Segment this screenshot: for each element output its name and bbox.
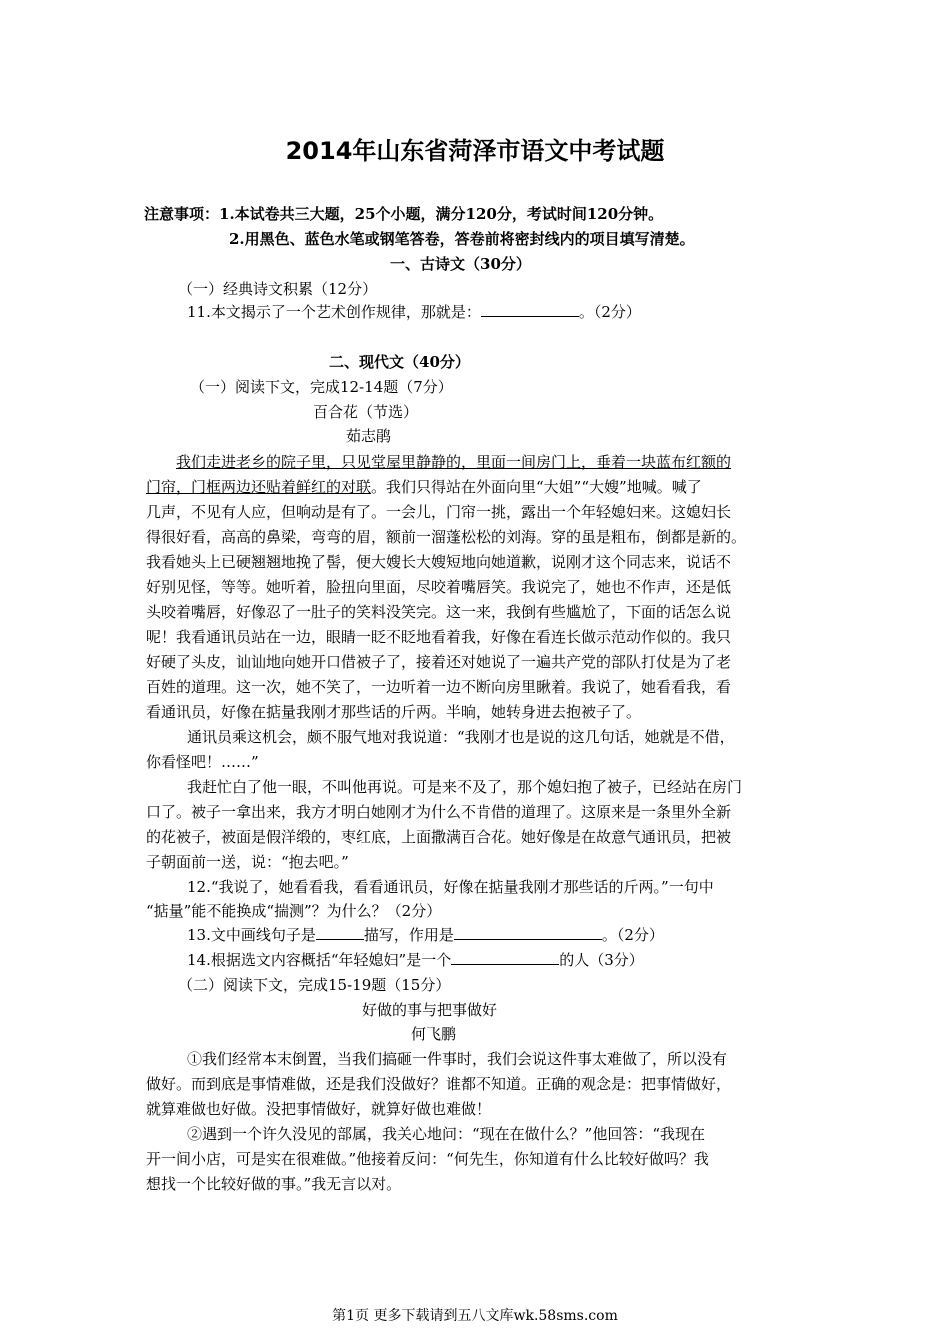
passage-line: 看通讯员，好像在掂量我刚才那些话的斤两。半晌，她转身进去抱被子了。	[146, 703, 642, 721]
passage-line: 就算难做也好做。没把事情做好，就算好做也难做！	[146, 1100, 492, 1118]
passage-line: 好别见怪，等等。她听着，脸扭向里面，尽咬着嘴唇笑。我说完了，她也不作声，还是低	[146, 578, 732, 596]
text-1-author: 茹志鹃	[346, 427, 392, 445]
answer-blank	[316, 925, 364, 940]
section-2-heading: 二、现代文（40分）	[329, 353, 470, 371]
section-2-subheading-1: （一）阅读下文，完成12-14题（7分）	[190, 378, 453, 396]
passage-underlined-line-1: 我们走进老乡的院子里，只见堂屋里静静的，里面一间房门上，垂着一块蓝布红额的	[176, 453, 732, 471]
page-footer: 第1页 更多下载请到五八文库wk.58sms.com	[332, 1308, 618, 1324]
section-1-subheading: （一）经典诗文积累（12分）	[178, 280, 378, 298]
passage-line: 百姓的道理。这一次，她不笑了，一边听着一边不断向房里瞅着。我说了，她看看我，看	[146, 678, 732, 696]
passage-line: 想找一个比较好做的事。”我无言以对。	[146, 1175, 402, 1193]
passage-line: 头咬着嘴唇，好像忍了一肚子的笑料没笑完。这一来，我倒有些尴尬了，下面的话怎么说	[146, 603, 732, 621]
passage-line	[146, 477, 702, 497]
answer-blank	[481, 302, 579, 317]
passage-line: 开一间小店，可是实在很难做。”他接着反问：“何先生，你知道有什么比较好做吗？我	[146, 1150, 709, 1168]
passage-line: 呢！我看通讯员站在一边，眼睛一眨不眨地看着我，好像在看连长做示范动作似的。我只	[146, 628, 732, 646]
section-2-subheading-2: （二）阅读下文，完成15-19题（15分）	[178, 976, 451, 994]
question-11-text: 11.本文揭示了一个艺术创作规律，那就是：	[187, 303, 481, 321]
question-13-text: 13.文中画线句子是	[187, 926, 316, 944]
question-11	[187, 302, 641, 322]
passage-underlined-line-2: 门帘，门框两边还贴着鲜红的对联	[146, 478, 372, 496]
passage-line: 得很好看，高高的鼻梁，弯弯的眉，额前一溜蓬松松的刘海。穿的虽是粗布，倒都是新的。	[146, 528, 747, 546]
page-title: 2014年山东省菏泽市语文中考试题	[285, 137, 665, 165]
section-1-heading: 一、古诗文（30分）	[390, 255, 531, 273]
passage-line: 做好。而到底是事情难做，还是我们没做好？谁都不知道。正确的观念是：把事情做好，	[146, 1075, 732, 1093]
question-14-text: 14.根据选文内容概括“年轻媳妇”是一个	[187, 951, 452, 969]
passage-line: 我看她头上已硬翘翘地挽了髻，便大嫂长大嫂短地向她道歉，说刚才这个同志来，说话不	[146, 553, 732, 571]
passage-line: 我赶忙白了他一眼，不叫他再说。可是来不及了，那个媳妇抱了被子，已经站在房门	[187, 778, 743, 796]
question-13-text: 描写，作用是	[363, 926, 454, 944]
question-14-points: 的人（3分）	[559, 951, 644, 969]
passage-line: 口了。被子一拿出来，我方才明白她刚才为什么不肯借的道理了。这原来是一条里外全新	[146, 803, 732, 821]
text-2-author: 何飞鹏	[411, 1025, 457, 1043]
notice-line-1: 注意事项：1.本试卷共三大题，25个小题，满分120分，考试时间120分钟。	[144, 205, 664, 223]
text-1-title: 百合花（节选）	[313, 403, 419, 421]
question-14	[187, 950, 644, 970]
question-11-points: 。（2分）	[578, 303, 641, 321]
answer-blank	[451, 950, 559, 965]
passage-line: 子朝面前一送，说：“抱去吧。”	[146, 853, 349, 871]
text-2-title: 好做的事与把事做好	[362, 1001, 498, 1019]
question-13-points: 。（2分）	[601, 926, 664, 944]
passage-text: 。我们只得站在外面向里“大姐”“大嫂”地喊。喊了	[371, 478, 702, 496]
passage-line: 通讯员乘这机会，颇不服气地对我说道：“我刚才也是说的这几句话，她就是不借，	[187, 728, 735, 746]
passage-line: 几声，不见有人应，但响动是有了。一会儿，门帘一挑，露出一个年轻媳妇来。这媳妇长	[146, 503, 732, 521]
passage-line: ②遇到一个许久没见的部属，我关心地问：“现在在做什么？”他回答：“我现在	[187, 1125, 706, 1143]
passage-line: 你看怪吧！……”	[146, 753, 259, 771]
question-13	[187, 925, 664, 945]
question-12-line-1: 12.“我说了，她看看我，看看通讯员，好像在掂量我刚才那些话的斤两。”一句中	[187, 878, 714, 896]
question-12-line-2: “掂量”能不能换成“揣测”？为什么？（2分）	[146, 902, 442, 920]
passage-line: 的花被子，被面是假洋缎的，枣红底，上面撒满百合花。她好像是在故意气通讯员，把被	[146, 828, 732, 846]
answer-blank	[454, 925, 602, 940]
passage-line: ①我们经常本末倒置，当我们搞砸一件事时，我们会说这件事太难做了，所以没有	[187, 1050, 728, 1068]
notice-line-2: 2.用黑色、蓝色水笔或钢笔答卷，答卷前将密封线内的项目填写清楚。	[229, 230, 695, 248]
passage-line: 好硬了头皮，讪讪地向她开口借被子了，接着还对她说了一遍共产党的部队打仗是为了老	[146, 653, 732, 671]
